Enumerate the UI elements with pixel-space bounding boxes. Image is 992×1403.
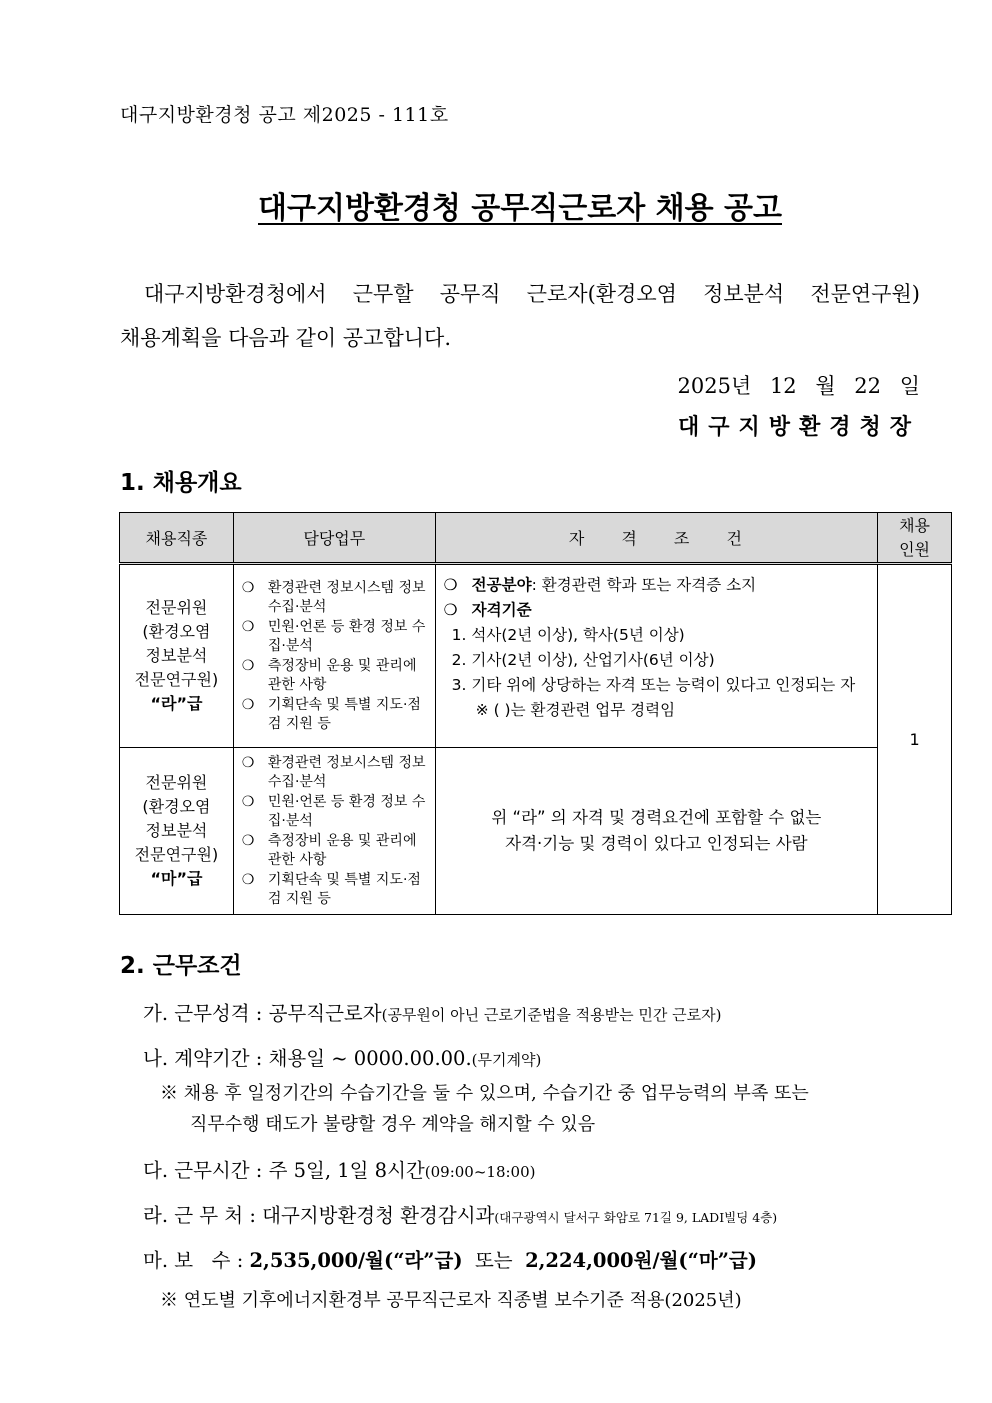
header-job-type: 채용직종 <box>120 513 234 564</box>
notice-date: 2025년 12 월 22 일 <box>677 374 920 398</box>
section1-heading: 1. 채용개요 <box>120 470 242 496</box>
intro-line-2: 채용계획을 다음과 같이 공고합니다. <box>120 326 451 350</box>
intro-line-1: 대구지방환경청에서 근무할 공무직 근로자(환경오염 정보분석 전문연구원) <box>144 282 920 306</box>
criteria-label: 자격기준 <box>471 601 532 619</box>
circle-bullet-icon: ❍ <box>443 601 458 619</box>
duty-item <box>242 832 431 870</box>
circle-bullet-icon: ❍ <box>241 697 255 713</box>
table-row <box>120 564 952 748</box>
condition-label: 라. 근 무 처 : <box>143 1204 256 1227</box>
duty-text: 민원·언론 등 환경 정보 수집·분석 <box>267 794 426 829</box>
intro-paragraph <box>120 272 920 360</box>
notice-number: 대구지방환경청 공고 제2025 - 111호 <box>120 104 449 126</box>
post-line: 전문위원 <box>145 598 208 617</box>
condition-detail: (공무원이 아닌 근로기준법을 적용받는 민간 근로자) <box>381 1006 722 1024</box>
duty-item <box>242 793 431 831</box>
post-line: (환경오염 <box>142 797 211 816</box>
issuer: 대구지방환경청장 <box>677 414 920 440</box>
post-line: 전문연구원) <box>134 670 219 689</box>
grade-label: “마”급 <box>150 869 203 888</box>
duty-item <box>242 657 431 695</box>
condition-value: 2,535,000/월(“라”급) <box>249 1249 463 1272</box>
grade-label: “라”급 <box>150 694 203 713</box>
circle-bullet-icon: ❍ <box>241 794 255 810</box>
header-qualifications: 자 격 조 건 <box>435 513 877 564</box>
condition-label: 나. 계약기간 : <box>143 1047 263 1070</box>
condition-detail: (무기계약) <box>471 1051 542 1069</box>
duty-text: 민원·언론 등 환경 정보 수집·분석 <box>267 619 426 654</box>
pay-note: ※ 연도별 기후에너지환경부 공무직근로자 직종별 보수기준 적용(2025년) <box>160 1290 742 1311</box>
circle-bullet-icon: ❍ <box>241 619 255 635</box>
condition-hours <box>143 1155 536 1183</box>
criteria-row <box>444 598 871 623</box>
header-headcount <box>878 513 952 564</box>
condition-value: 주 5일, 1일 8시간 <box>268 1159 425 1182</box>
post-line: 전문위원 <box>145 773 208 792</box>
criteria-item: 2. 기사(2년 이상), 산업기사(6년 이상) <box>451 651 715 669</box>
duty-item <box>242 618 431 656</box>
qualifications-cell <box>435 748 877 915</box>
circle-bullet-icon: ❍ <box>241 755 255 771</box>
section2-heading: 2. 근무조건 <box>120 953 242 979</box>
condition-pay <box>143 1245 757 1273</box>
job-type-cell <box>120 748 234 915</box>
post-line: 정보분석 <box>145 821 208 840</box>
condition-detail: (09:00~18:00) <box>424 1163 536 1181</box>
condition-label: 다. 근무시간 : <box>143 1159 263 1182</box>
major-text: : 환경관련 학과 또는 자격증 소지 <box>531 576 757 594</box>
probation-note-line2: 직무수행 태도가 불량할 경우 계약을 해지할 수 있음 <box>190 1114 596 1135</box>
duties-cell <box>233 748 435 915</box>
duty-text: 기획단속 및 특별 지도·점검 지원 등 <box>267 872 421 907</box>
duty-text: 환경관련 정보시스템 정보 수집·분석 <box>267 580 426 615</box>
duty-text: 측정장비 운용 및 관리에 관한 사항 <box>267 658 417 693</box>
condition-workplace <box>143 1200 777 1228</box>
condition-connector: 또는 <box>474 1249 513 1272</box>
headcount-cell: 1 <box>878 564 952 915</box>
header-headcount-line1: 채용 <box>899 515 930 535</box>
condition-value-alt: 2,224,000원/월(“마”급) <box>525 1249 757 1272</box>
circle-bullet-icon: ❍ <box>241 658 255 674</box>
criteria-note: ※ ( )는 환경관련 업무 경력임 <box>475 701 676 719</box>
header-headcount-line2: 인원 <box>899 539 930 559</box>
job-type-cell <box>120 564 234 748</box>
duty-item <box>242 754 431 792</box>
condition-contract <box>143 1043 541 1071</box>
duty-item <box>242 579 431 617</box>
qualification-line: 위 “라” 의 자격 및 경력요건에 포함할 수 없는 <box>491 808 822 827</box>
duty-text: 측정장비 운용 및 관리에 관한 사항 <box>267 833 417 868</box>
condition-nature <box>143 998 721 1026</box>
recruitment-table <box>119 512 952 915</box>
duties-cell <box>233 564 435 748</box>
post-line: 정보분석 <box>145 646 208 665</box>
circle-bullet-icon: ❍ <box>443 576 458 594</box>
duty-text: 환경관련 정보시스템 정보 수집·분석 <box>267 755 426 790</box>
probation-note <box>160 1078 940 1140</box>
circle-bullet-icon: ❍ <box>241 872 255 888</box>
duty-item <box>242 871 431 909</box>
qualifications-cell <box>435 564 877 748</box>
condition-label: 가. 근무성격 : <box>143 1002 263 1025</box>
criteria-item: 1. 석사(2년 이상), 학사(5년 이상) <box>451 626 685 644</box>
condition-label: 마. 보 수 : <box>143 1249 244 1272</box>
duty-text: 기획단속 및 특별 지도·점검 지원 등 <box>267 697 421 732</box>
condition-detail: (대구광역시 달서구 화암로 71길 9, LADI빌딩 4층) <box>494 1210 778 1225</box>
probation-note-line1: ※ 채용 후 일정기간의 수습기간을 둘 수 있으며, 수습기간 중 업무능력의 부족 또는 <box>160 1083 809 1104</box>
qualification-line: 자격·기능 및 경력이 있다고 인정되는 사람 <box>505 834 808 853</box>
circle-bullet-icon: ❍ <box>241 580 255 596</box>
major-row <box>444 573 871 598</box>
table-row <box>120 748 952 915</box>
header-duties: 담당업무 <box>233 513 435 564</box>
condition-value: 대구지방환경청 환경감시과 <box>262 1204 495 1227</box>
page-title: 대구지방환경청 공무직근로자 채용 공고 <box>258 191 782 226</box>
duty-item <box>242 696 431 734</box>
circle-bullet-icon: ❍ <box>241 833 255 849</box>
criteria-item: 3. 기타 위에 상당하는 자격 또는 능력이 있다고 인정되는 자 <box>451 676 856 694</box>
condition-value: 채용일 ~ 0000.00.00. <box>268 1047 472 1070</box>
condition-value: 공무직근로자 <box>268 1002 382 1025</box>
post-line: (환경오염 <box>142 622 211 641</box>
major-label: 전공분야 <box>471 576 532 594</box>
post-line: 전문연구원) <box>134 845 219 864</box>
